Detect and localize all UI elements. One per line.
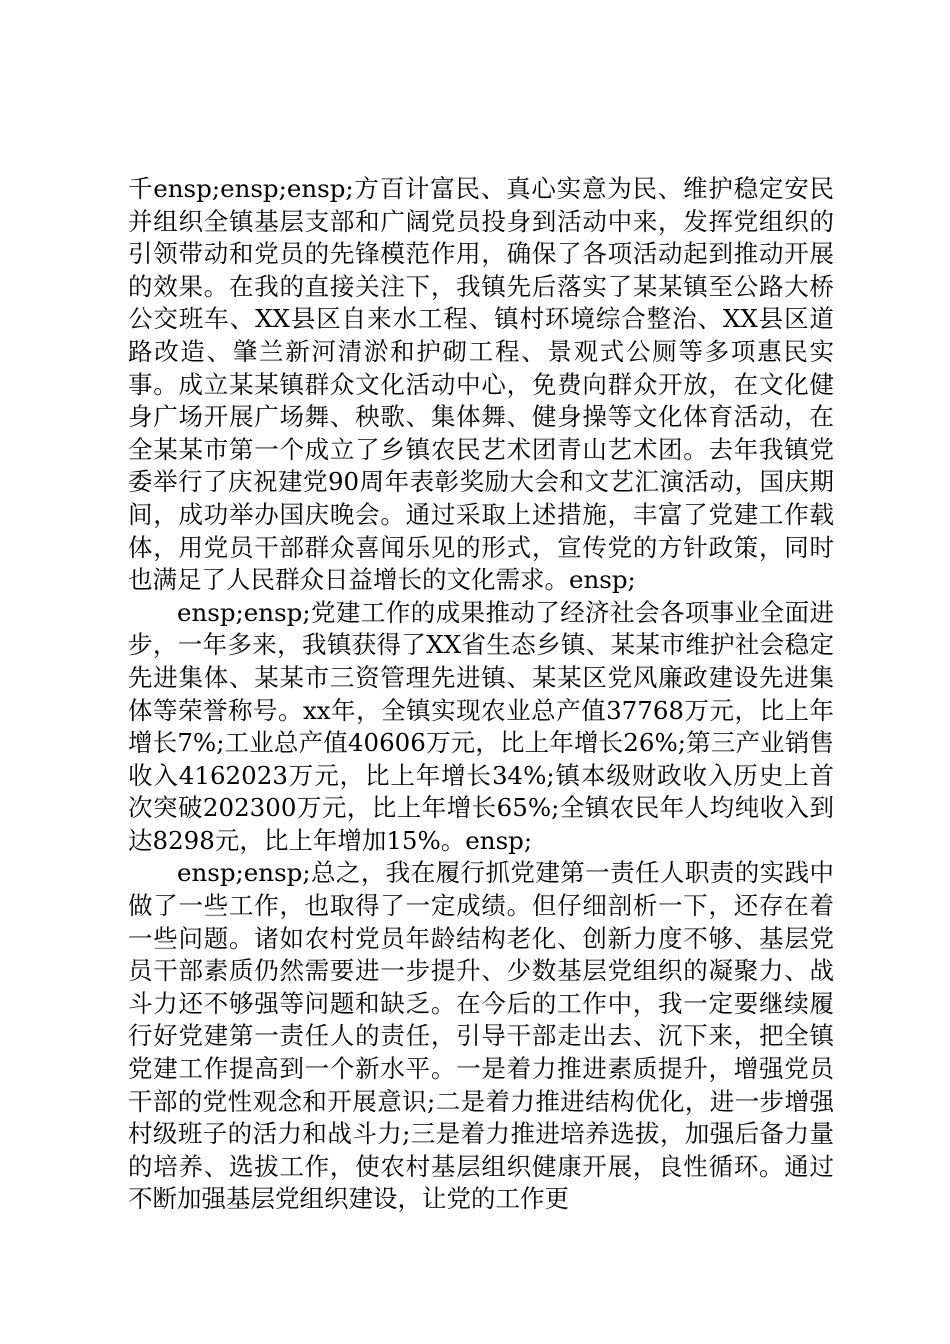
paragraph-3: ensp;ensp;总之，我在履行抓党建第一责任人职责的实践中做了一些工作，也取得了一定成绩。但仔细剖析一下，还存在着一些问题。诸如农村党员年龄结构老化、创新力度不够、基层党员干部素质仍然需要进一步提升、少数基层党组织的凝聚力、战斗力还不够强等问题和缺乏。在今后的工作中，我一定要继续履行好党建第一责任人的责任，引导干部走出去、沉下来，把全镇党建工作提高到一个新水平。一是着力推进素质提升，增强党员干部的党性观念和开展意识;二是着力推进结构优化，进一步增强村级班子的活力和战斗力;三是着力推进培养选拔，加强后备力量的培养、选拔工作，使农村基层组织健康开展，良性循环。通过不断加强基层党组织建设，让党的工作更 [128, 858, 834, 1214]
document-body [128, 173, 834, 1216]
paragraph-2: ensp;ensp;党建工作的成果推动了经济社会各项事业全面进步，一年多来，我镇获得了XX省生态乡镇、某某市维护社会稳定先进集体、某某市三资管理先进镇、某某区党风廉政建设先进集体等荣誉称号。xx年，全镇实现农业总产值37768万元，比上年增长7%;工业总产值40606万元，比上年增长26%;第三产业销售收入4162023万元，比上年增长34%;镇本级财政收入历史上首次突破202300万元，比上年增长65%;全镇农民年人均纯收入到达8298元，比上年增加15%。ensp; [128, 597, 834, 855]
paragraph-1: 千ensp;ensp;ensp;方百计富民、真心实意为民、维护稳定安民并组织全镇基层支部和广阔党员投身到活动中来，发挥党组织的引领带动和党员的先锋模范作用，确保了各项活动起到推动开展的效果。在我的直接关注下，我镇先后落实了某某镇至公路大桥公交班车、XX县区自来水工程、镇村环境综合整治、XX县区道路改造、肇兰新河清淤和护砌工程、景观式公厕等多项惠民实事。成立某某镇群众文化活动中心，免费向群众开放，在文化健身广场开展广场舞、秧歌、集体舞、健身操等文化体育活动，在全某某市第一个成立了乡镇农民艺术团青山艺术团。去年我镇党委举行了庆祝建党90周年表彰奖励大会和文艺汇演活动，国庆期间，成功举办国庆晚会。通过采取上述措施，丰富了党建工作载体，用党员干部群众喜闻乐见的形式，宣传党的方针政策，同时也满足了人民群众日益增长的文化需求。ensp; [128, 174, 834, 595]
